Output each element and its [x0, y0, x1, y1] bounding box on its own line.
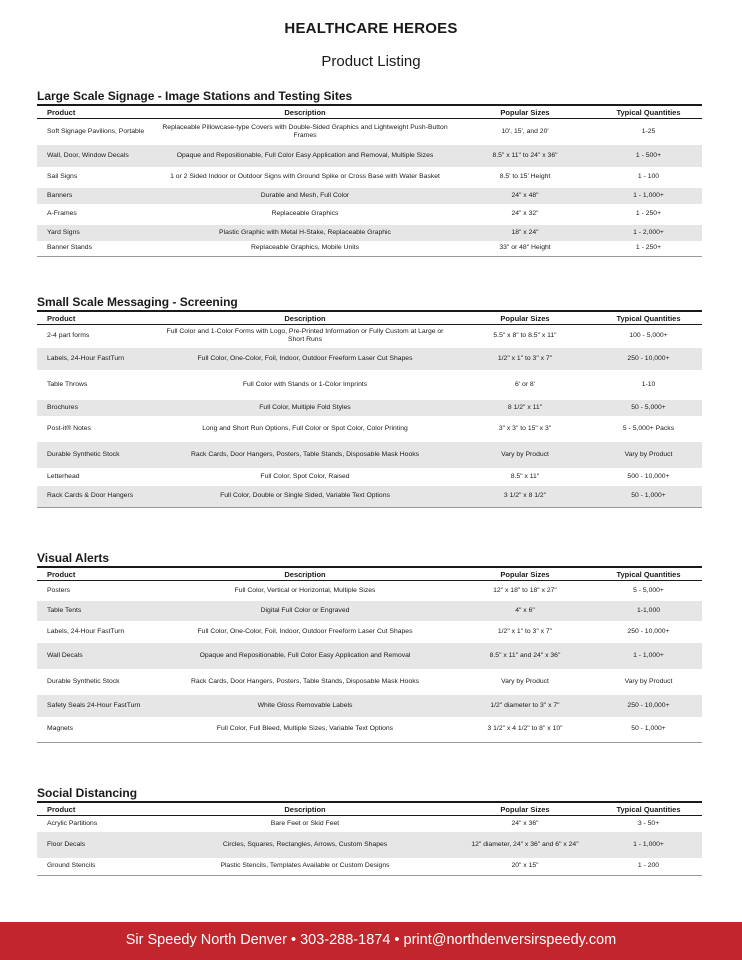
table-header-row: [37, 802, 702, 816]
table-row: [37, 858, 702, 876]
description-cell: Rack Cards, Door Hangers, Posters, Table Stands, Disposable Mask Hooks: [155, 442, 455, 468]
product-cell: A-Frames: [47, 210, 77, 217]
column-header: Description: [155, 802, 455, 816]
column-header: Popular Sizes: [455, 105, 595, 119]
product-cell: Rack Cards & Door Hangers: [37, 486, 155, 508]
table-row: [37, 669, 702, 695]
quantities-cell: 1 - 200: [595, 858, 702, 876]
sizes-cell: 6' or 8': [515, 380, 535, 388]
table-row: [37, 816, 702, 832]
column-header: Product: [37, 802, 155, 816]
product-cell: Labels, 24-Hour FastTurn: [47, 627, 125, 635]
quantities-cell: 1-10: [641, 380, 656, 388]
quantities-cell: 1 - 250+: [595, 241, 702, 257]
footer-contact-bar: Sir Speedy North Denver • 303-288-1874 • print@northdenversirspeedy.com: [0, 922, 742, 960]
table-header-row: [37, 105, 702, 119]
sizes-cell: Vary by Product: [455, 442, 595, 468]
description-cell: Digital Full Color or Engraved: [155, 601, 455, 621]
description-cell: Circles, Squares, Rectangles, Arrows, Custom Shapes: [155, 832, 455, 858]
table-row: [37, 486, 702, 508]
product-table: [37, 310, 702, 508]
quantities-cell: 1 - 1,000+: [595, 188, 702, 204]
product-cell: Wall, Door, Window Decals: [37, 145, 155, 167]
table-row: [37, 241, 702, 257]
description-cell: Full Color, One-Color, Foil, Indoor, Outdoor Freeform Laser Cut Shapes: [197, 627, 413, 635]
table-row: [37, 188, 702, 204]
section-title: Visual Alerts: [37, 551, 110, 565]
table-row: [37, 348, 702, 370]
quantities-cell: 1 - 1,000+: [595, 643, 702, 669]
column-header: Description: [155, 311, 455, 325]
description-cell: Bare Feet or Skid Feet: [270, 819, 340, 827]
product-table: [37, 566, 702, 743]
description-cell: Full Color and 1-Color Forms with Logo, Pre-Printed Information or Fully Custom at Large or Short Runs: [166, 328, 444, 344]
column-header: Popular Sizes: [455, 567, 595, 581]
product-cell: Sail Signs: [47, 173, 78, 180]
table-row: [37, 832, 702, 858]
product-cell: Table Tents: [37, 601, 155, 621]
sizes-cell: 33" or 48" Height: [455, 241, 595, 257]
table-header-row: [37, 311, 702, 325]
sizes-cell: Vary by Product: [501, 677, 549, 685]
page-subtitle: Product Listing: [321, 53, 421, 70]
product-cell: Brochures: [37, 400, 155, 416]
product-cell: Floor Decals: [37, 832, 155, 858]
quantities-cell: 1 - 1,000+: [595, 832, 702, 858]
sizes-cell: 24" x 36": [511, 819, 539, 827]
description-cell: Opaque and Repositionable, Full Color Easy Application and Removal, Multiple Sizes: [155, 145, 455, 167]
section-2: [37, 550, 702, 743]
sizes-cell: 8 1/2" x 11": [455, 400, 595, 416]
column-header: Product: [37, 105, 155, 119]
quantities-cell: 1-25: [641, 127, 656, 135]
column-header: Typical Quantities: [595, 567, 702, 581]
table-row: [37, 468, 702, 486]
product-cell: Labels, 24-Hour FastTurn: [37, 348, 155, 370]
table-row: [37, 370, 702, 400]
description-cell: Full Color with Stands or 1-Color Imprints: [242, 380, 368, 388]
description-cell: Full Color, Vertical or Horizontal, Multiple Sizes: [234, 586, 376, 594]
table-header-row: [37, 567, 702, 581]
quantities-cell: 5 - 5,000+: [633, 586, 664, 594]
product-cell: Wall Decals: [37, 643, 155, 669]
column-header: Product: [37, 311, 155, 325]
table-row: [37, 119, 702, 145]
description-cell: Plastic Stencils, Templates Available or Custom Designs: [155, 858, 455, 876]
sizes-cell: 10', 15', and 20': [501, 127, 549, 135]
sizes-cell: 8.5" x 11" and 24" x 36": [455, 643, 595, 669]
table-row: [37, 416, 702, 442]
sizes-cell: 24" x 32": [511, 210, 539, 217]
column-header: Description: [155, 567, 455, 581]
sizes-cell: 8.5' to 15' Height: [499, 173, 551, 180]
quantities-cell: 1-1,000: [595, 601, 702, 621]
table-row: [37, 204, 702, 225]
description-cell: Full Color, Full Bleed, Multiple Sizes, Variable Text Options: [155, 717, 455, 743]
description-cell: Full Color, Double or Single Sided, Variable Text Options: [155, 486, 455, 508]
product-cell: 2-4 part forms: [47, 332, 90, 340]
sizes-cell: 5.5" x 8" to 8.5" x 11": [493, 332, 557, 340]
description-cell: Replaceable Pillowcase-type Covers with Double-Sided Graphics and Lightweight Push-Button Frames: [162, 123, 448, 139]
page-title: HEALTHCARE HEROES: [284, 20, 458, 37]
table-row: [37, 225, 702, 241]
column-header: Typical Quantities: [595, 311, 702, 325]
sizes-cell: 24" x 48": [455, 188, 595, 204]
quantities-cell: 50 - 1,000+: [595, 486, 702, 508]
description-cell: Long and Short Run Options, Full Color or Spot Color, Color Printing: [202, 424, 408, 432]
quantities-cell: 50 - 1,000+: [595, 717, 702, 743]
description-cell: Rack Cards, Door Hangers, Posters, Table Stands, Disposable Mask Hooks: [190, 677, 420, 685]
quantities-cell: Vary by Product: [624, 677, 673, 685]
quantities-cell: 250 - 10,000+: [627, 627, 670, 635]
table-row: [37, 695, 702, 717]
section-title: Social Distancing: [37, 786, 138, 800]
sizes-cell: 18" x 24": [455, 225, 595, 241]
product-table: [37, 801, 702, 876]
product-cell: Banners: [37, 188, 155, 204]
product-cell: Magnets: [37, 717, 155, 743]
product-cell: Yard Signs: [37, 225, 155, 241]
sizes-cell: 1/2" x 1" to 3" x 7": [497, 627, 553, 635]
section-title: Large Scale Signage - Image Stations and Testing Sites: [37, 89, 353, 103]
quantities-cell: 250 - 10,000+: [595, 695, 702, 717]
sizes-cell: 1/2" x 1" to 3" x 7": [455, 348, 595, 370]
column-header: Typical Quantities: [595, 105, 702, 119]
product-cell: Ground Stencils: [37, 858, 155, 876]
quantities-cell: 5 - 5,000+ Packs: [622, 424, 675, 432]
section-1: [37, 294, 702, 508]
quantities-cell: 50 - 5,000+: [595, 400, 702, 416]
table-row: [37, 621, 702, 643]
product-cell: Safety Seals 24-Hour FastTurn: [37, 695, 155, 717]
product-cell: Soft Signage Pavilions, Portable: [47, 127, 145, 135]
table-row: [37, 145, 702, 167]
product-cell: Durable Synthetic Stock: [37, 442, 155, 468]
quantities-cell: 250 - 10,000+: [595, 348, 702, 370]
sizes-cell: 8.5" x 11": [510, 472, 540, 480]
quantities-cell: 1 - 250+: [635, 210, 662, 217]
description-cell: Full Color, Spot Color, Raised: [260, 472, 350, 480]
description-cell: Durable and Mesh, Full Color: [155, 188, 455, 204]
column-header: Typical Quantities: [595, 802, 702, 816]
description-cell: Opaque and Repositionable, Full Color Easy Application and Removal: [155, 643, 455, 669]
description-cell: Replaceable Graphics: [271, 210, 339, 217]
table-row: [37, 643, 702, 669]
description-cell: Full Color, One-Color, Foil, Indoor, Outdoor Freeform Laser Cut Shapes: [155, 348, 455, 370]
table-row: [37, 167, 702, 188]
table-row: [37, 400, 702, 416]
description-cell: Plastic Graphic with Metal H-Stake, Replaceable Graphic: [155, 225, 455, 241]
description-cell: Replaceable Graphics, Mobile Units: [155, 241, 455, 257]
sizes-cell: 20" x 15": [455, 858, 595, 876]
sizes-cell: 12" x 18" to 18" x 27": [493, 586, 557, 594]
quantities-cell: 1 - 100: [637, 173, 660, 180]
table-row: [37, 442, 702, 468]
sizes-cell: 3" x 3" to 15" x 3": [498, 424, 552, 432]
description-cell: White Gloss Removable Labels: [155, 695, 455, 717]
column-header: Product: [37, 567, 155, 581]
quantities-cell: Vary by Product: [595, 442, 702, 468]
product-cell: Acrylic Partitions: [47, 819, 98, 827]
table-row: [37, 601, 702, 621]
product-cell: Posters: [47, 586, 71, 594]
table-row: [37, 325, 702, 348]
product-cell: Durable Synthetic Stock: [47, 677, 120, 685]
quantities-cell: 500 - 10,000+: [627, 472, 670, 480]
description-cell: Full Color, Multiple Fold Styles: [155, 400, 455, 416]
column-header: Description: [155, 105, 455, 119]
sizes-cell: 3 1/2" x 8 1/2": [455, 486, 595, 508]
sizes-cell: 1/2" diameter to 3" x 7": [455, 695, 595, 717]
section-title: Small Scale Messaging - Screening: [37, 295, 238, 309]
sizes-cell: 12" diameter, 24" x 36" and 6" x 24": [455, 832, 595, 858]
quantities-cell: 3 - 50+: [637, 819, 660, 827]
column-header: Popular Sizes: [455, 311, 595, 325]
product-cell: Table Throws: [47, 380, 88, 388]
product-cell: Post-it® Notes: [47, 424, 91, 432]
table-row: [37, 717, 702, 743]
column-header: Popular Sizes: [455, 802, 595, 816]
product-table: [37, 104, 702, 257]
product-cell: Banner Stands: [37, 241, 155, 257]
quantities-cell: 1 - 2,000+: [595, 225, 702, 241]
sizes-cell: 3 1/2" x 4 1/2" to 8" x 10": [455, 717, 595, 743]
quantities-cell: 1 - 500+: [595, 145, 702, 167]
section-0: [37, 88, 702, 257]
sizes-cell: 8.5" x 11" to 24" x 36": [455, 145, 595, 167]
description-cell: 1 or 2 Sided Indoor or Outdoor Signs with Ground Spike or Cross Base with Water Basket: [170, 173, 440, 180]
table-row: [37, 581, 702, 601]
quantities-cell: 100 - 5,000+: [629, 332, 668, 340]
section-3: [37, 785, 702, 876]
product-cell: Letterhead: [47, 472, 80, 480]
sizes-cell: 4" x 6": [455, 601, 595, 621]
